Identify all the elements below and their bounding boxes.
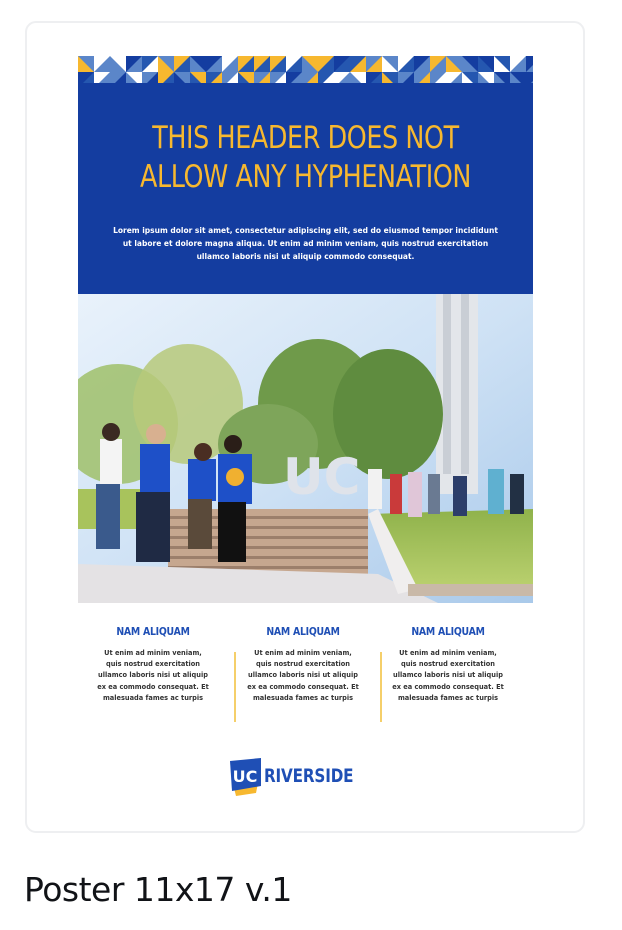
- template-caption[interactable]: Poster 11x17 v.1: [24, 870, 292, 909]
- uc-logo-mark-icon: [230, 758, 262, 798]
- poster-header: [78, 87, 533, 294]
- uc-sign: UC: [283, 448, 361, 506]
- gold-divider: [380, 652, 382, 722]
- headline-line-1: THIS HEADER DOES NOT: [152, 120, 459, 156]
- campus-photo: [78, 294, 533, 603]
- column-body: Ut enim ad minim veniam, quis nostrud exercitation ullamco laboris nisi ut aliquip ex ea commodo consequat. Et malesuada fames ac turpis: [97, 649, 209, 702]
- bell-tower: [436, 294, 478, 494]
- uc-riverside-logo: [230, 758, 390, 798]
- column-body: Ut enim ad minim veniam, quis nostrud exercitation ullamco laboris nisi ut aliquip ex ea commodo consequat. Et malesuada fames ac turpis: [392, 649, 504, 702]
- column-3: [383, 624, 513, 704]
- column-1: [88, 624, 218, 704]
- column-body: Ut enim ad minim veniam, quis nostrud exercitation ullamco laboris nisi ut aliquip ex ea commodo consequat. Et malesuada fames ac turpis: [247, 649, 359, 702]
- column-title: NAM ALIQUAM: [116, 625, 190, 638]
- gold-divider: [234, 652, 236, 722]
- svg-text:UC: UC: [232, 767, 258, 786]
- geometric-pattern-banner: [78, 56, 533, 87]
- poster-preview[interactable]: [78, 56, 533, 806]
- headline-line-2: ALLOW ANY HYPHENATION: [139, 159, 472, 195]
- three-column-section: [78, 624, 533, 734]
- poster-intro-text: Lorem ipsum dolor sit amet, consectetur adipiscing elit, sed do eiusmod tempor incididunt ut labore et dolore magna aliqua. Ut enim ad minim veniam, quis nostrud exercitation ullamco laboris nisi ut aliquip commodo consequat.: [113, 226, 498, 261]
- logo-wordmark: RIVERSIDE: [264, 765, 354, 787]
- column-title: NAM ALIQUAM: [411, 625, 485, 638]
- column-2: [238, 624, 368, 704]
- poster-headline: [119, 119, 492, 197]
- column-title: NAM ALIQUAM: [266, 625, 340, 638]
